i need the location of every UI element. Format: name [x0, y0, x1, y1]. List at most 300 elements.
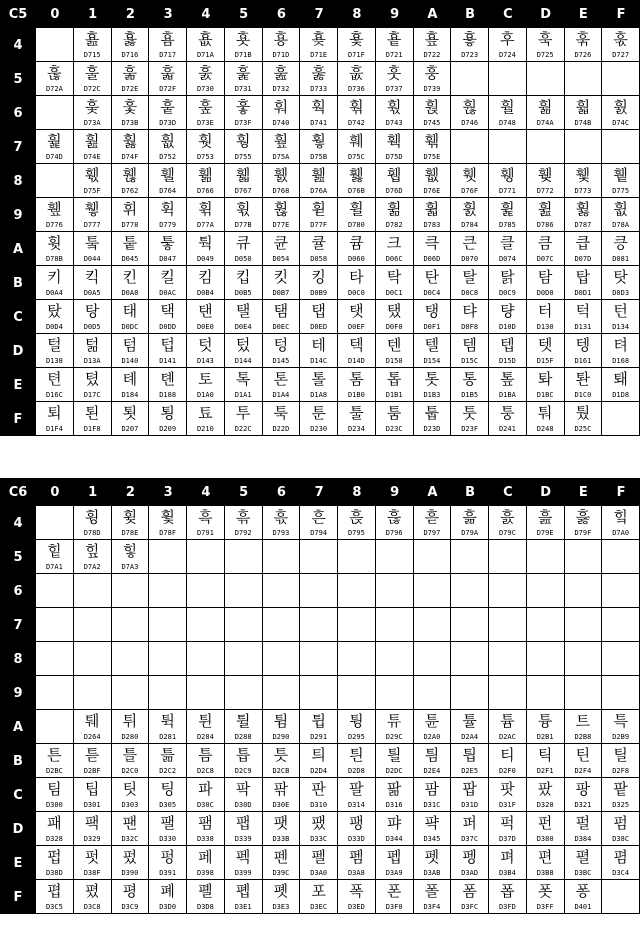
unicode-code: D3C5: [45, 903, 63, 911]
row-header: 6: [0, 96, 36, 130]
unicode-code: D71A: [196, 51, 214, 59]
char-cell: [376, 846, 414, 880]
hangul-glyph: 휠: [349, 200, 364, 218]
empty-cell: [489, 642, 527, 676]
hangul-glyph: 훒: [273, 64, 289, 82]
row-header: B: [0, 266, 36, 300]
unicode-code: D71F: [347, 51, 365, 59]
column-header: 3: [163, 6, 173, 22]
unicode-code: D134: [612, 323, 630, 331]
hangul-glyph: 퍽: [500, 814, 515, 832]
unicode-code: D2E4: [423, 767, 441, 775]
hangul-glyph: 톳: [424, 370, 440, 388]
row-header: 6: [0, 574, 36, 608]
char-cell: [263, 778, 301, 812]
char-cell: [36, 368, 74, 402]
hangul-glyph: 턍: [500, 302, 515, 320]
unicode-code: D0EC: [272, 323, 290, 331]
char-cell: [263, 334, 301, 368]
unicode-code: D722: [423, 51, 441, 59]
char-cell: [187, 710, 225, 744]
hangul-glyph: 휮: [122, 508, 138, 526]
empty-cell: [36, 608, 74, 642]
char-cell: [565, 880, 603, 914]
unicode-code: D71D: [272, 51, 290, 59]
hangul-glyph: 휎: [424, 166, 440, 184]
unicode-code: D79F: [574, 529, 592, 537]
unicode-code: D783: [423, 221, 441, 229]
char-cell: [376, 232, 414, 266]
char-cell: [527, 266, 565, 300]
char-cell: [602, 846, 640, 880]
unicode-code: D30D: [234, 801, 252, 809]
hangul-glyph: 큐: [235, 234, 251, 252]
hangul-glyph: 폘: [198, 882, 213, 900]
char-cell: [414, 232, 452, 266]
unicode-code: D75B: [310, 153, 328, 161]
unicode-code: D79A: [461, 529, 479, 537]
hangul-glyph: 폴: [424, 882, 440, 900]
empty-cell: [489, 540, 527, 574]
hangul-glyph: 훦: [462, 98, 477, 116]
unicode-code: D71E: [310, 51, 328, 59]
hangul-glyph: 훳: [198, 132, 213, 150]
unicode-code: D10D: [498, 323, 516, 331]
char-cell: [74, 62, 112, 96]
unicode-code: D3ED: [347, 903, 365, 911]
hangul-glyph: 툭: [273, 404, 289, 422]
char-cell: [112, 266, 150, 300]
hangul-glyph: 훐: [198, 64, 213, 82]
char-cell: [300, 266, 338, 300]
char-cell: [149, 368, 187, 402]
hangul-glyph: 팠: [537, 780, 553, 798]
char-cell: [187, 846, 225, 880]
unicode-code: D25C: [574, 425, 592, 433]
empty-cell: [376, 676, 414, 710]
char-cell: [225, 164, 263, 198]
char-cell: [414, 130, 452, 164]
empty-cell: [263, 608, 301, 642]
char-cell: [602, 710, 640, 744]
unicode-code: D38D: [45, 869, 63, 877]
hangul-glyph: 탐: [537, 268, 553, 286]
hangul-glyph: 폄: [613, 848, 628, 866]
char-cell: [263, 402, 301, 436]
unicode-code: D303: [121, 801, 139, 809]
hangul-glyph: 훼: [349, 132, 364, 150]
hangul-glyph: 훻: [311, 132, 326, 150]
char-cell: [414, 198, 452, 232]
unicode-code: D30C: [196, 801, 214, 809]
unicode-code: D0AC: [159, 289, 177, 297]
char-cell: [225, 880, 263, 914]
unicode-code: D716: [121, 51, 139, 59]
unicode-code: D291: [310, 733, 328, 741]
hangul-glyph: 포: [311, 882, 326, 900]
char-cell: [376, 880, 414, 914]
char-cell: [225, 130, 263, 164]
unicode-code: D38F: [83, 869, 101, 877]
unicode-code: D745: [423, 119, 441, 127]
hangul-glyph: 틉: [235, 746, 251, 764]
unicode-code: D07D: [574, 255, 592, 263]
char-cell: [36, 130, 74, 164]
unicode-code: D38C: [612, 835, 630, 843]
char-cell: [338, 334, 376, 368]
unicode-code: D2F1: [536, 767, 554, 775]
hangul-glyph: 휚: [198, 200, 213, 218]
char-cell: [112, 334, 150, 368]
hangul-glyph: 흗: [424, 508, 440, 526]
unicode-code: D2C2: [159, 767, 177, 775]
empty-cell: [112, 642, 150, 676]
unicode-code: D2E5: [461, 767, 479, 775]
hangul-glyph: 훌: [84, 64, 100, 82]
char-cell: [376, 28, 414, 62]
char-cell: [225, 710, 263, 744]
empty-cell: [565, 574, 603, 608]
unicode-code: D305: [159, 801, 177, 809]
hangul-glyph: 훵: [235, 132, 251, 150]
hangul-glyph: 휒: [537, 166, 553, 184]
char-cell: [36, 334, 74, 368]
hangul-glyph: 펄: [575, 814, 591, 832]
char-cell: [36, 778, 74, 812]
hangul-glyph: 훨: [500, 98, 515, 116]
hangul-glyph: 훓: [311, 64, 326, 82]
empty-cell: [451, 130, 489, 164]
column-header-bar: [0, 478, 640, 506]
unicode-code: D0A5: [83, 289, 101, 297]
hangul-glyph: 통: [462, 370, 477, 388]
unicode-code: D140: [121, 357, 139, 365]
char-cell: [300, 368, 338, 402]
hangul-glyph: 흑: [198, 508, 213, 526]
empty-cell: [527, 642, 565, 676]
hangul-glyph: 팎: [273, 780, 289, 798]
char-cell: [112, 96, 150, 130]
empty-cell: [300, 540, 338, 574]
char-cell: [489, 28, 527, 62]
char-cell: [149, 846, 187, 880]
unicode-code: D79E: [536, 529, 554, 537]
hangul-glyph: 퉇: [160, 234, 175, 252]
hangul-glyph: 팔: [349, 780, 364, 798]
hangul-glyph: 팟: [500, 780, 515, 798]
char-cell: [376, 812, 414, 846]
unicode-code: D3FF: [536, 903, 554, 911]
column-header: 6: [276, 484, 286, 500]
unicode-code: D741: [310, 119, 328, 127]
unicode-code: D2BF: [83, 767, 101, 775]
char-cell: [565, 744, 603, 778]
hangul-glyph: 터: [537, 302, 553, 320]
unicode-code: D3A0: [310, 869, 328, 877]
char-cell: [451, 232, 489, 266]
char-cell: [376, 130, 414, 164]
char-cell: [602, 506, 640, 540]
unicode-code: D1F4: [45, 425, 63, 433]
hangul-glyph: 탤: [235, 302, 251, 320]
unicode-code: D748: [498, 119, 516, 127]
hangul-glyph: 탓: [613, 268, 628, 286]
column-header: 4: [201, 6, 211, 22]
hangul-glyph: 튄: [198, 712, 213, 730]
unicode-code: D31F: [498, 801, 516, 809]
unicode-code: D75F: [83, 187, 101, 195]
hangul-glyph: 툴: [349, 404, 364, 422]
char-cell: [112, 402, 150, 436]
hangul-glyph: 팽: [349, 814, 364, 832]
unicode-code: D045: [121, 255, 139, 263]
unicode-code: D33C: [310, 835, 328, 843]
hangul-glyph: 퉁: [500, 404, 515, 422]
hangul-glyph: 폿: [537, 882, 553, 900]
char-cell: [376, 334, 414, 368]
hangul-glyph: 퉅: [122, 234, 138, 252]
hangul-glyph: 훥: [424, 98, 440, 116]
unicode-code: D793: [272, 529, 290, 537]
unicode-code: D75C: [347, 153, 365, 161]
unicode-code: D30E: [272, 801, 290, 809]
row-header: 8: [0, 164, 36, 198]
char-cell: [225, 744, 263, 778]
unicode-code: D0F8: [461, 323, 479, 331]
hangul-glyph: 키: [47, 268, 62, 286]
char-cell: [225, 334, 263, 368]
column-header: 0: [50, 484, 60, 500]
unicode-code: D739: [423, 85, 441, 93]
column-header: B: [465, 6, 476, 22]
column-header: 7: [314, 484, 324, 500]
hangul-glyph: 흟: [575, 508, 591, 526]
empty-cell: [414, 540, 452, 574]
column-header: 6: [276, 6, 286, 22]
hangul-glyph: 텬: [47, 370, 62, 388]
hangul-glyph: 휤: [462, 200, 477, 218]
unicode-code: D75E: [423, 153, 441, 161]
column-header: B: [465, 484, 476, 500]
char-cell: [36, 266, 74, 300]
hangul-glyph: 휪: [613, 200, 628, 218]
char-cell: [527, 232, 565, 266]
hangul-glyph: 탯: [349, 302, 364, 320]
hangul-glyph: 훗: [386, 64, 402, 82]
char-cell: [36, 812, 74, 846]
hangul-glyph: 퇘: [613, 370, 628, 388]
unicode-code: D184: [121, 391, 139, 399]
hangul-glyph: 툰: [311, 404, 326, 422]
unicode-code: D1A4: [272, 391, 290, 399]
hangul-glyph: 펭: [462, 848, 477, 866]
char-cell: [338, 880, 376, 914]
char-cell: [263, 846, 301, 880]
column-header: 1: [88, 484, 98, 500]
unicode-code: D1D8: [612, 391, 630, 399]
unicode-code: D77A: [196, 221, 214, 229]
char-cell: [414, 744, 452, 778]
column-header: A: [427, 6, 438, 22]
unicode-code: D74F: [121, 153, 139, 161]
hangul-glyph: 털: [47, 336, 62, 354]
hangul-glyph: 퉜: [575, 404, 591, 422]
unicode-code: D1A1: [234, 391, 252, 399]
char-cell: [36, 300, 74, 334]
char-cell: [300, 744, 338, 778]
unicode-code: D0C8: [461, 289, 479, 297]
empty-cell: [225, 608, 263, 642]
unicode-code: D796: [385, 529, 403, 537]
char-cell: [149, 62, 187, 96]
char-cell: [74, 812, 112, 846]
hangul-glyph: 탄: [424, 268, 440, 286]
column-header: D: [540, 484, 552, 500]
hangul-glyph: 평: [122, 882, 138, 900]
char-cell: [112, 846, 150, 880]
char-cell: [225, 368, 263, 402]
hangul-glyph: 텝: [500, 336, 515, 354]
unicode-code: D732: [272, 85, 290, 93]
hangul-glyph: 텔: [424, 336, 440, 354]
char-cell: [300, 710, 338, 744]
hangul-glyph: 팥: [613, 780, 628, 798]
unicode-code: D73E: [196, 119, 214, 127]
char-cell: [602, 28, 640, 62]
hangul-glyph: 퇸: [84, 404, 100, 422]
char-cell: [149, 300, 187, 334]
char-cell: [527, 368, 565, 402]
hangul-glyph: 퇀: [575, 370, 591, 388]
unicode-code: D74D: [45, 153, 63, 161]
hangul-glyph: 탈: [462, 268, 477, 286]
unicode-code: D762: [121, 187, 139, 195]
unicode-code: D070: [461, 255, 479, 263]
hangul-glyph: 틔: [311, 746, 326, 764]
unicode-code: D775: [612, 187, 630, 195]
unicode-code: D301: [83, 801, 101, 809]
unicode-code: D2D4: [310, 767, 328, 775]
unicode-code: D047: [159, 255, 177, 263]
unicode-code: D752: [159, 153, 177, 161]
char-cell: [263, 232, 301, 266]
unicode-code: D0ED: [310, 323, 328, 331]
unicode-code: D2CB: [272, 767, 290, 775]
char-cell: [602, 164, 640, 198]
unicode-code: D321: [574, 801, 592, 809]
unicode-code: D2D8: [347, 767, 365, 775]
char-cell: [489, 880, 527, 914]
hangul-glyph: 텄: [235, 336, 251, 354]
char-cell: [376, 744, 414, 778]
hangul-glyph: 틥: [462, 746, 477, 764]
hangul-glyph: 횷: [122, 30, 138, 48]
hangul-glyph: 퉈: [537, 404, 553, 422]
char-cell: [414, 778, 452, 812]
hangul-glyph: 펠: [311, 848, 326, 866]
char-cell: [187, 368, 225, 402]
char-cell: [149, 402, 187, 436]
unicode-code: D0D0: [536, 289, 554, 297]
unicode-code: D310: [310, 801, 328, 809]
hangul-glyph: 텡: [575, 336, 591, 354]
empty-cell: [36, 676, 74, 710]
hangul-glyph: 텀: [122, 336, 138, 354]
char-cell: [149, 334, 187, 368]
unicode-code: D23C: [385, 425, 403, 433]
empty-cell: [527, 608, 565, 642]
hangul-glyph: 휙: [160, 200, 175, 218]
hangul-glyph: 퐁: [575, 882, 591, 900]
char-cell: [263, 96, 301, 130]
hangul-glyph: 펜: [273, 848, 289, 866]
unicode-code: D74E: [83, 153, 101, 161]
unicode-code: D776: [45, 221, 63, 229]
char-cell: [602, 778, 640, 812]
char-cell: [187, 62, 225, 96]
char-cell: [187, 402, 225, 436]
row-header: 4: [0, 506, 36, 540]
hangul-glyph: 큔: [273, 234, 289, 252]
unicode-code: D746: [461, 119, 479, 127]
hangul-glyph: 탬: [273, 302, 289, 320]
unicode-code: D15C: [461, 357, 479, 365]
unicode-code: D777: [83, 221, 101, 229]
empty-cell: [414, 676, 452, 710]
char-cell: [489, 368, 527, 402]
unicode-code: D787: [574, 221, 592, 229]
empty-cell: [338, 540, 376, 574]
unicode-code: D300: [45, 801, 63, 809]
hangul-glyph: 튐: [273, 712, 289, 730]
unicode-code: D77F: [310, 221, 328, 229]
hangul-glyph: 훽: [386, 132, 402, 150]
char-cell: [263, 368, 301, 402]
hangul-glyph: 특: [613, 712, 628, 730]
char-cell: [451, 334, 489, 368]
char-cell: [527, 744, 565, 778]
hangul-glyph: 텐: [386, 336, 402, 354]
unicode-code: D1B5: [461, 391, 479, 399]
empty-cell: [602, 676, 640, 710]
unicode-code: D314: [347, 801, 365, 809]
char-cell: [565, 506, 603, 540]
empty-cell: [565, 62, 603, 96]
column-header: 8: [352, 484, 362, 500]
char-cell: [187, 198, 225, 232]
empty-cell: [414, 608, 452, 642]
unicode-code: D288: [234, 733, 252, 741]
row-header: 7: [0, 130, 36, 164]
hangul-glyph: 펩: [386, 848, 402, 866]
hangul-glyph: 흓: [273, 508, 289, 526]
char-cell: [602, 96, 640, 130]
unicode-code: D06D: [423, 255, 441, 263]
char-cell: [300, 232, 338, 266]
unicode-code: D73F: [234, 119, 252, 127]
char-cell: [149, 198, 187, 232]
hangul-glyph: 테: [311, 336, 326, 354]
hangul-glyph: 텁: [160, 336, 175, 354]
unicode-code: D0D4: [45, 323, 63, 331]
char-cell: [414, 368, 452, 402]
hangul-glyph: 훪: [537, 98, 553, 116]
unicode-code: D72F: [159, 85, 177, 93]
hangul-glyph: 흚: [462, 508, 477, 526]
hangul-glyph: 훚: [84, 98, 100, 116]
char-cell: [414, 266, 452, 300]
char-cell: [489, 164, 527, 198]
